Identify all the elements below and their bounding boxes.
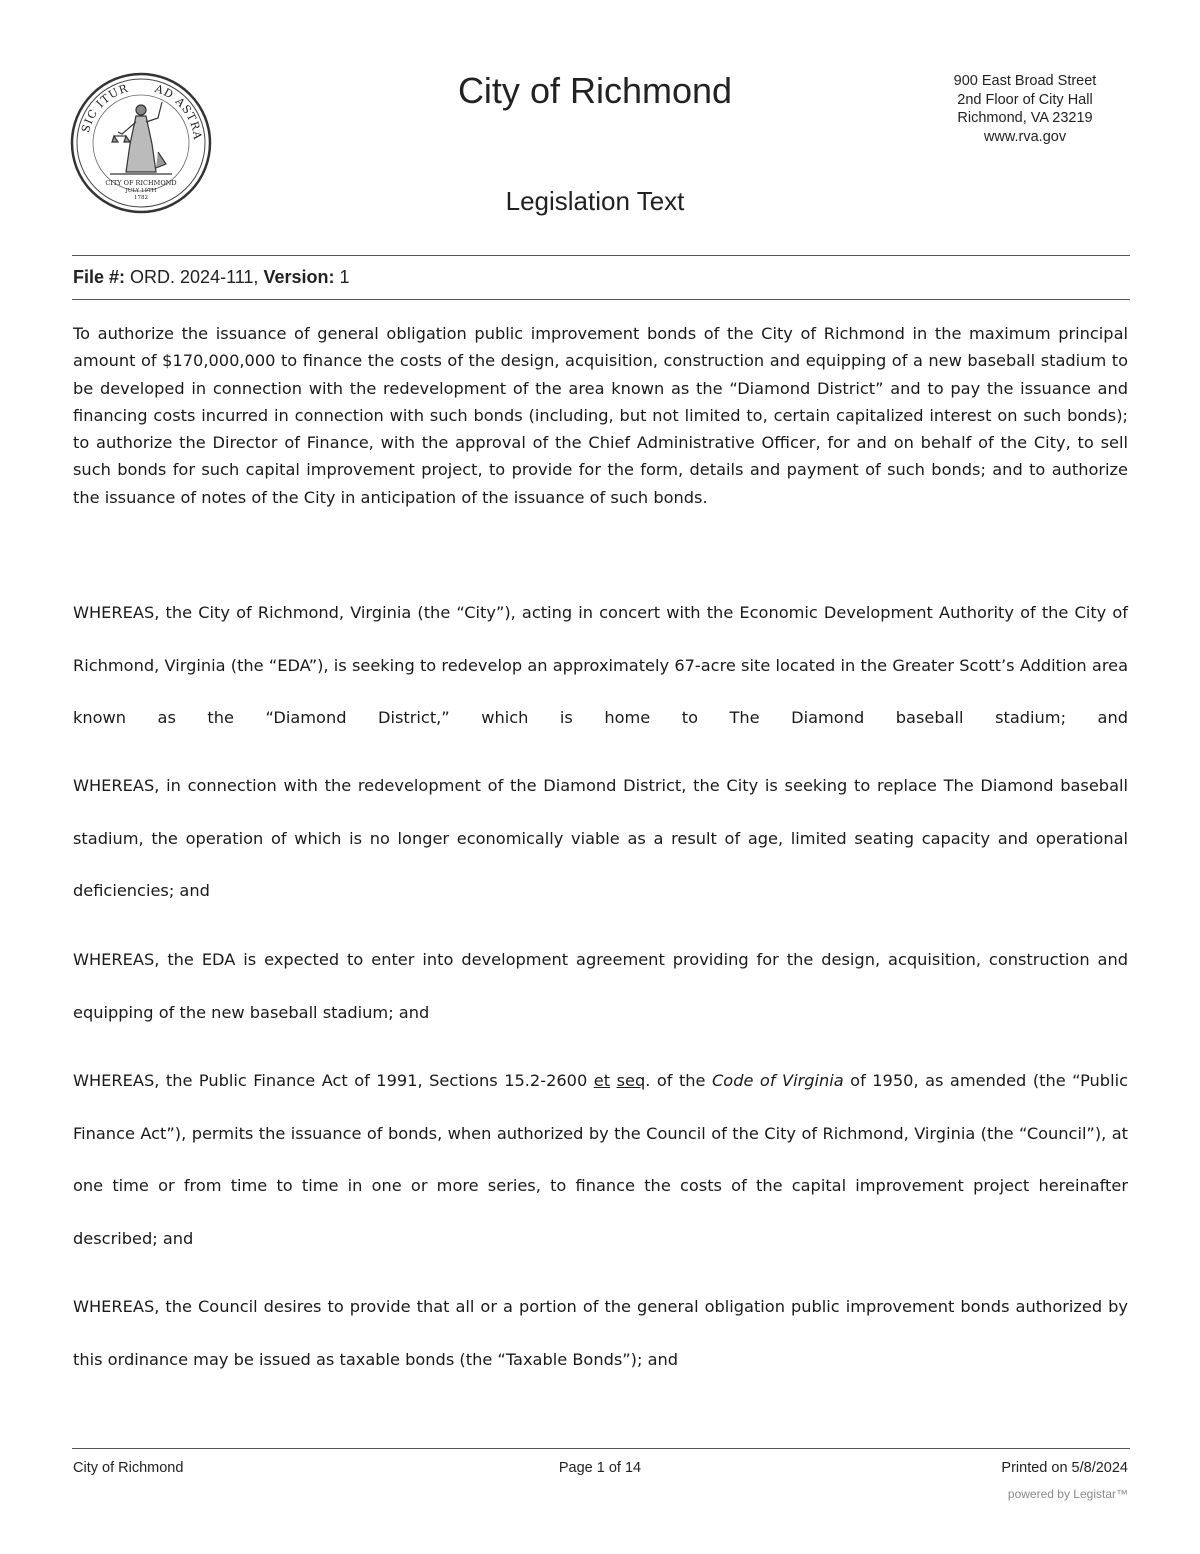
page-title: City of Richmond: [457, 70, 733, 111]
address-website: www.rva.gov: [983, 128, 1067, 145]
seal-motto-left: SIC ITUR: [79, 81, 130, 134]
file-info: [73, 267, 350, 288]
ordinance-summary: To authorize the issuance of general obligation public improvement bonds of the City of Richmond in the maximum principal amount of $170,000,000 to finance the costs of the design, acquisition, construction and equipping of a new baseball stadium to be developed in connection with the redevelopment of the area known as the “Diamond District” and to pay the issuance and financing costs incurred in connection with such bonds (including, but not limited to, certain capitalized interest on such bonds); to authorize the Director of Finance, with the approval of the Chief Administrative Officer, for and on behalf of the City, to sell such bonds for such capital improvement project, to provide for the form, details and payment of such bonds; and to authorize the issuance of notes of the City in anticipation of the issuance of such bonds.: [73, 324, 1128, 507]
footer-page-number: Page 1 of 14: [558, 1460, 642, 1476]
powered-by-legistar: powered by Legistar™: [1007, 1487, 1128, 1501]
whereas-paragraph-5: WHEREAS, the Council desires to provide that all or a portion of the general obligation public improvement bonds authorized by this ordinance may be issued as taxable bonds (the “Taxable Bonds”); and: [73, 1297, 1128, 1369]
seal-city-name: CITY OF RICHMOND: [105, 179, 177, 187]
footer-city: City of Richmond: [73, 1460, 184, 1476]
version-number: 1: [339, 267, 350, 287]
header-divider-bottom: [72, 299, 1130, 300]
seal-year: 1782: [134, 195, 148, 201]
footer-printed-date: Printed on 5/8/2024: [1001, 1460, 1128, 1476]
whereas-paragraph-2: WHEREAS, in connection with the redevelopment of the Diamond District, the City is seeking to replace The Diamond baseball stadium, the operation of which is no longer economically viable as a result of age, limited seating capacity and operational deficiencies; and: [73, 776, 1128, 900]
whereas-4-text-c: of 1950, as amended (the “Public Finance Act”), permits the issuance of bonds, when authorized by the Council of the City of Richmond, Virginia (the “Council”), at one time or from time to time in one or more series, to finance the costs of the capital improvement project hereinafter described; and: [73, 1071, 1128, 1248]
seal-motto-right: AD ASTRA: [153, 82, 205, 141]
whereas-4-text-a: WHEREAS, the Public Finance Act of 1991, Sections 15.2-2600: [73, 1071, 594, 1090]
whereas-paragraph-3: WHEREAS, the EDA is expected to enter into development agreement providing for the design, acquisition, construction and equipping of the new baseball stadium; and: [73, 950, 1128, 1022]
file-number: ORD. 2024-111,: [130, 267, 259, 287]
header-divider-top: [72, 255, 1130, 256]
whereas-4-seq: seq: [616, 1071, 646, 1090]
seal-date-line: JULY 19TH: [125, 188, 157, 194]
version-label: Version:: [263, 267, 335, 287]
city-address: [915, 72, 1135, 146]
whereas-paragraph-4: [73, 1055, 1128, 1265]
whereas-paragraph-1: WHEREAS, the City of Richmond, Virginia (the “City”), acting in concert with the Economic Development Authority of the City of Richmond, Virginia (the “EDA”), is seeking to redevelop an approximately 67-acre site located in the Greater Scott’s Addition area known as the “Diamond District,” which is home to The Diamond baseball stadium; and: [73, 603, 1128, 727]
whereas-4-text-b: . of the: [645, 1071, 712, 1090]
file-label: File #:: [73, 267, 126, 287]
footer-divider: [72, 1448, 1130, 1449]
address-floor: 2nd Floor of City Hall: [957, 91, 1093, 108]
city-seal-logo: [70, 72, 212, 214]
address-street: 900 East Broad Street: [953, 73, 1097, 89]
page-subtitle: Legislation Text: [505, 186, 685, 216]
whereas-4-code: Code of Virginia: [712, 1071, 844, 1090]
whereas-4-et: et: [593, 1071, 611, 1090]
address-city: Richmond, VA 23219: [957, 110, 1093, 126]
